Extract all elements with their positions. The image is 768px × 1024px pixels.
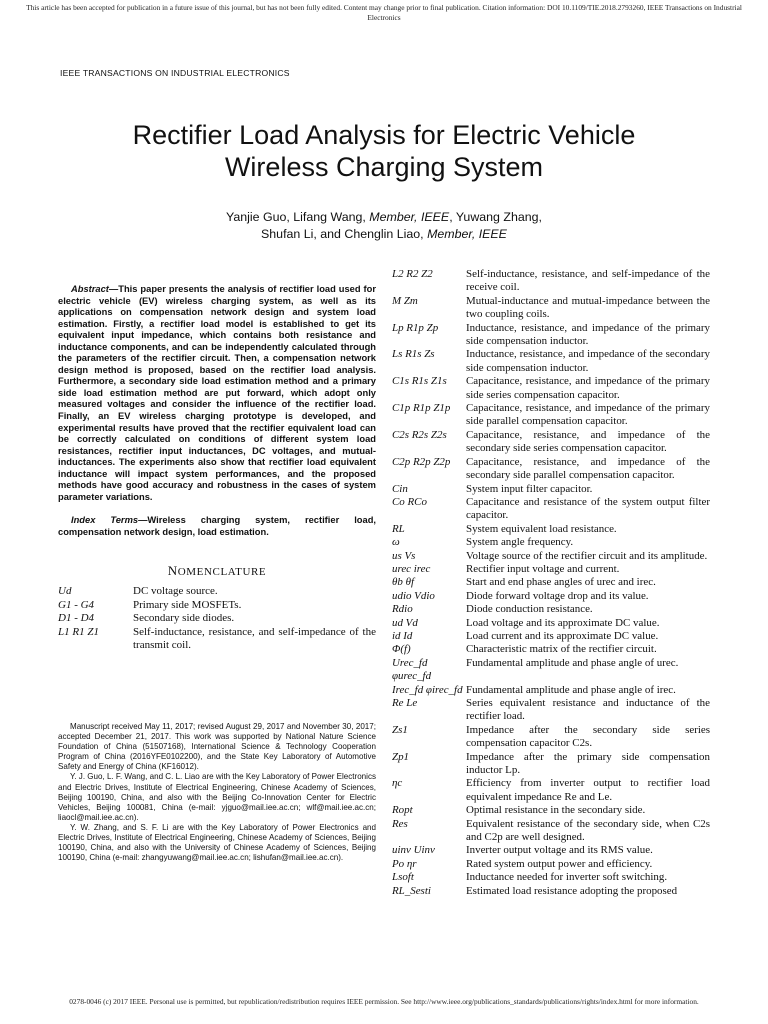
nomenclature-definition: Self-inductance, resistance, and self-impedance of the transmit coil.: [133, 625, 376, 652]
nomenclature-definition: Inductance, resistance, and impedance of the primary side compensation inductor.: [466, 321, 710, 348]
nomenclature-heading-initial: N: [167, 563, 178, 579]
journal-header: IEEE TRANSACTIONS ON INDUSTRIAL ELECTRONICS: [60, 68, 290, 78]
nomenclature-entry: [58, 585, 376, 598]
author-line-1: [90, 209, 678, 226]
nomenclature-entry: [392, 858, 710, 871]
nomenclature-definition: Inverter output voltage and its RMS value.: [466, 844, 653, 857]
nomenclature-entry: [392, 777, 710, 804]
abstract-text: —This paper presents the analysis of rectifier load used for electric vehicle (EV) wireless charging system, as well as its applications on compensation network design and system load estimation. Firstly, a rectifier load model is established to get its equivalent input impedance, which contains both resistance and inductance components, and can be independently calculated through the parameters of the rectifier circuit. Then, a compensation network design method is proposed, based on the rectifier load analysis. Furthermore, a secondary side load estimation method and a primary side load estimation method are put forward, which adopt only measured voltages and consider the influence of the rectifier load. Finally, an EV wireless charging prototype is developed, and experimental results have proved that the rectifier equivalent load can be correctly calculated on conditions of different system load resistances, rectifier input inductances, DC voltages, and mutual-inductances. The experiments also show that rectifier load equivalent inductance will impact system performances, and the proposed methods have good accuracy and robustness in the cases of system parameter variations.: [58, 284, 376, 502]
nomenclature-symbol: Φ(f): [392, 643, 411, 656]
nomenclature-symbol: L2 R2 Z2: [392, 268, 433, 280]
left-column: [58, 284, 376, 653]
nomenclature-symbol: Zp1: [392, 750, 410, 763]
nomenclature-definition: Capacitance, resistance, and impedance of the primary side parallel compensation capacitor.: [466, 402, 710, 428]
title-line-2: Wireless Charging System: [224, 152, 544, 182]
nomenclature-entry: [392, 697, 710, 724]
nomenclature-entry: [392, 871, 710, 884]
footnotes: [58, 722, 376, 863]
nomenclature-definition: Start and end phase angles of urec and irec.: [466, 576, 656, 589]
footnote-manuscript: Manuscript received May 11, 2017; revised August 29, 2017 and November 30, 2017; accepted December 21, 2017. This work was supported by National Nature Science Foundation of China (51507168), International Science & Technology Cooperation Program of China (2016YFE0102200), and the State Key Laboratory of Automotive Safety and Energy of China (KF16012).: [58, 722, 376, 772]
nomenclature-entry: [392, 576, 710, 589]
nomenclature-definition: Inductance, resistance, and impedance of the secondary side compensation inductor.: [466, 348, 710, 374]
nomenclature-definition: Rectifier input voltage and current.: [466, 562, 620, 575]
abstract: [58, 284, 376, 503]
nomenclature-definition: DC voltage source.: [133, 585, 218, 598]
nomenclature-definition: Rated system output power and efficiency.: [466, 857, 653, 870]
nomenclature-entry: [392, 657, 710, 684]
nomenclature-symbol: Zs1: [392, 723, 408, 736]
footnote-affiliation-2: Y. W. Zhang, and S. F. Li are with the Key Laboratory of Power Electronics and Electric Drives, Institute of Electrical Engineering, Chinese Academy of Sciences, Beijing 100190, China, and also with the University of Chinese Academy of Sciences, Beijing 100190, China (e-mail: zhangyuwang@mail.iee.ac.cn; lishufan@mail.iee.ac.cn).: [58, 822, 376, 863]
nomenclature-entry: [392, 429, 710, 456]
abstract-label: Abstract: [71, 284, 109, 294]
nomenclature-symbol: uinv Uinv: [392, 844, 435, 857]
nomenclature-definition: Primary side MOSFETs.: [133, 598, 242, 611]
nomenclature-symbol: Lp R1p Zp: [392, 321, 439, 334]
nomenclature-symbol: ηc: [392, 777, 403, 790]
nomenclature-entry: [392, 818, 710, 845]
acceptance-banner: This article has been accepted for publication in a future issue of this journal, but has not been fully edited. Content may change prior to final publication. Citation information: DOI 10.1109/TIE.2018.2793260, IEEE Transactions on Industrial Electronics: [26, 3, 742, 22]
nomenclature-definition: Characteristic matrix of the rectifier circuit.: [466, 643, 657, 656]
nomenclature-symbol: Cin: [392, 482, 408, 495]
nomenclature-entry: [392, 496, 710, 523]
nomenclature-right-column: [392, 268, 710, 898]
nomenclature-definition: Estimated load resistance adopting the proposed: [466, 884, 678, 897]
nomenclature-entry: [58, 626, 376, 653]
nomenclature-definition: Fundamental amplitude and phase angle of irec.: [466, 683, 676, 696]
nomenclature-symbol: us Vs: [392, 549, 416, 562]
nomenclature-entry: [392, 844, 710, 857]
nomenclature-symbol: ud Vd: [392, 616, 418, 629]
paper-title: [40, 119, 728, 183]
nomenclature-symbol: Irec_fd φirec_fd: [392, 683, 463, 696]
nomenclature-symbol: D1 - D4: [58, 612, 95, 625]
nomenclature-symbol: Lsoft: [392, 871, 414, 884]
nomenclature-entry: [392, 295, 710, 322]
nomenclature-symbol: RL_Sesti: [392, 884, 431, 897]
nomenclature-definition: System angle frequency.: [466, 536, 574, 549]
nomenclature-entry: [392, 550, 710, 563]
nomenclature-entry: [392, 348, 710, 375]
nomenclature-entry: [392, 885, 710, 898]
nomenclature-entry: [392, 684, 710, 697]
nomenclature-definition: Mutual-inductance and mutual-impedance between the two coupling coils.: [466, 294, 710, 321]
nomenclature-symbol: C1p R1p Z1p: [392, 402, 451, 415]
nomenclature-definition: Voltage source of the rectifier circuit and its amplitude.: [466, 549, 708, 562]
nomenclature-entry: [392, 590, 710, 603]
nomenclature-entry: [392, 751, 710, 778]
nomenclature-entry: [392, 603, 710, 616]
nomenclature-entry: [392, 268, 710, 295]
nomenclature-definition: Capacitance, resistance, and impedance of the secondary side series compensation capacitor.: [466, 428, 710, 455]
nomenclature-entry: [392, 563, 710, 576]
author-names-2: Shufan Li, and Chenglin Liao,: [261, 227, 428, 241]
nomenclature-heading-rest: OMENCLATURE: [177, 566, 267, 579]
index-terms: [58, 515, 376, 538]
nomenclature-definition: Secondary side diodes.: [133, 612, 235, 625]
nomenclature-symbol: L1 R1 Z1: [58, 625, 99, 638]
copyright-footer: 0278-0046 (c) 2017 IEEE. Personal use is permitted, but republication/redistribution requires IEEE permission. See http://www.ieee.org/publications_standards/publications/rights/index.html for more information.: [69, 997, 699, 1006]
nomenclature-definition: Efficiency from inverter output to rectifier load equivalent impedance Re and Le.: [466, 777, 710, 803]
nomenclature-symbol: Po ηr: [392, 857, 417, 870]
nomenclature-entry: [392, 630, 710, 643]
nomenclature-entry: [392, 523, 710, 536]
nomenclature-symbol: C2s R2s Z2s: [392, 428, 447, 441]
nomenclature-definition: Fundamental amplitude and phase angle of urec.: [466, 656, 679, 669]
nomenclature-definition: Load current and its approximate DC value.: [466, 629, 659, 642]
nomenclature-symbol: udio Vdio: [392, 589, 435, 602]
nomenclature-symbol: Ls R1s Zs: [392, 348, 435, 361]
member-tag-1: Member, IEEE: [369, 210, 450, 224]
nomenclature-symbol: Co RCo: [392, 495, 427, 508]
index-terms-label: Index Terms: [71, 515, 139, 526]
nomenclature-definition: Capacitance, resistance, and impedance of the primary side series compensation capacitor.: [466, 375, 710, 401]
nomenclature-definition: Capacitance, resistance, and impedance of the secondary side parallel compensation capacitor.: [466, 455, 710, 482]
nomenclature-left-list: [58, 585, 376, 652]
index-terms-text: —Wireless charging system, rectifier load, compensation network design, load estimation.: [58, 515, 376, 537]
nomenclature-entry: [392, 402, 710, 429]
nomenclature-definition: System equivalent load resistance.: [466, 522, 617, 535]
title-line-1: Rectifier Load Analysis for Electric Vehicle: [132, 120, 636, 150]
nomenclature-definition: Impedance after the secondary side series compensation capacitor C2s.: [466, 723, 710, 750]
nomenclature-symbol: RL: [392, 522, 405, 535]
nomenclature-symbol: G1 - G4: [58, 598, 95, 611]
nomenclature-heading: [58, 563, 376, 579]
nomenclature-symbol: Ropt: [392, 804, 413, 817]
nomenclature-definition: Load voltage and its approximate DC value.: [466, 616, 660, 629]
nomenclature-symbol: urec irec: [392, 562, 431, 575]
nomenclature-symbol: C1s R1s Z1s: [392, 375, 447, 388]
nomenclature-definition: Diode forward voltage drop and its value.: [466, 589, 649, 602]
nomenclature-definition: Capacitance and resistance of the system output filter capacitor.: [466, 495, 710, 522]
nomenclature-symbol: ω: [392, 536, 400, 549]
nomenclature-symbol: id Id: [392, 629, 413, 642]
author-line-2: [90, 226, 678, 243]
nomenclature-symbol: θb θf: [392, 576, 414, 589]
nomenclature-symbol: Re Le: [392, 697, 418, 709]
author-list: [90, 209, 678, 243]
nomenclature-symbol: Urec_fd φurec_fd: [392, 656, 432, 683]
author-names-1: Yanjie Guo, Lifang Wang,: [226, 210, 370, 224]
author-names-1b: , Yuwang Zhang,: [449, 210, 542, 224]
nomenclature-entry: [392, 322, 710, 349]
nomenclature-entry: [392, 643, 710, 656]
nomenclature-entry: [392, 724, 710, 751]
nomenclature-symbol: Res: [392, 817, 408, 830]
nomenclature-definition: Inductance needed for inverter soft switching.: [466, 871, 668, 884]
nomenclature-definition: Diode conduction resistance.: [466, 603, 593, 616]
nomenclature-entry: [392, 804, 710, 817]
nomenclature-symbol: C2p R2p Z2p: [392, 455, 451, 468]
nomenclature-entry: [392, 456, 710, 483]
nomenclature-definition: System input filter capacitor.: [466, 482, 593, 495]
nomenclature-entry: [392, 483, 710, 496]
nomenclature-definition: Series equivalent resistance and inductance of the rectifier load.: [466, 697, 710, 723]
nomenclature-entry: [58, 612, 376, 625]
nomenclature-definition: Self-inductance, resistance, and self-impedance of the receive coil.: [466, 268, 710, 294]
nomenclature-entry: [392, 536, 710, 549]
footnote-affiliation-1: Y. J. Guo, L. F. Wang, and C. L. Liao are with the Key Laboratory of Power Electronics and Electric Drives, Institute of Electrical Engineering, Chinese Academy of Sciences, Beijing 100190, China, and also with the Beijing Co-Innovation Center for Electric Vehicles, Beijing 100081, China (e-mail: yjguo@mail.iee.ac.cn; wlf@mail.iee.ac.cn; liaocl@mail.iee.ac.cn).: [58, 772, 376, 822]
nomenclature-entry: [58, 599, 376, 612]
nomenclature-symbol: Ud: [58, 585, 72, 598]
nomenclature-definition: Impedance after the primary side compensation inductor Lp.: [466, 750, 710, 777]
nomenclature-symbol: M Zm: [392, 294, 418, 307]
nomenclature-definition: Equivalent resistance of the secondary side, when C2s and C2p are well designed.: [466, 817, 710, 844]
nomenclature-entry: [392, 375, 710, 402]
member-tag-2: Member, IEEE: [427, 227, 507, 241]
nomenclature-entry: [392, 617, 710, 630]
nomenclature-symbol: Rdio: [392, 603, 413, 616]
nomenclature-definition: Optimal resistance in the secondary side.: [466, 804, 646, 817]
